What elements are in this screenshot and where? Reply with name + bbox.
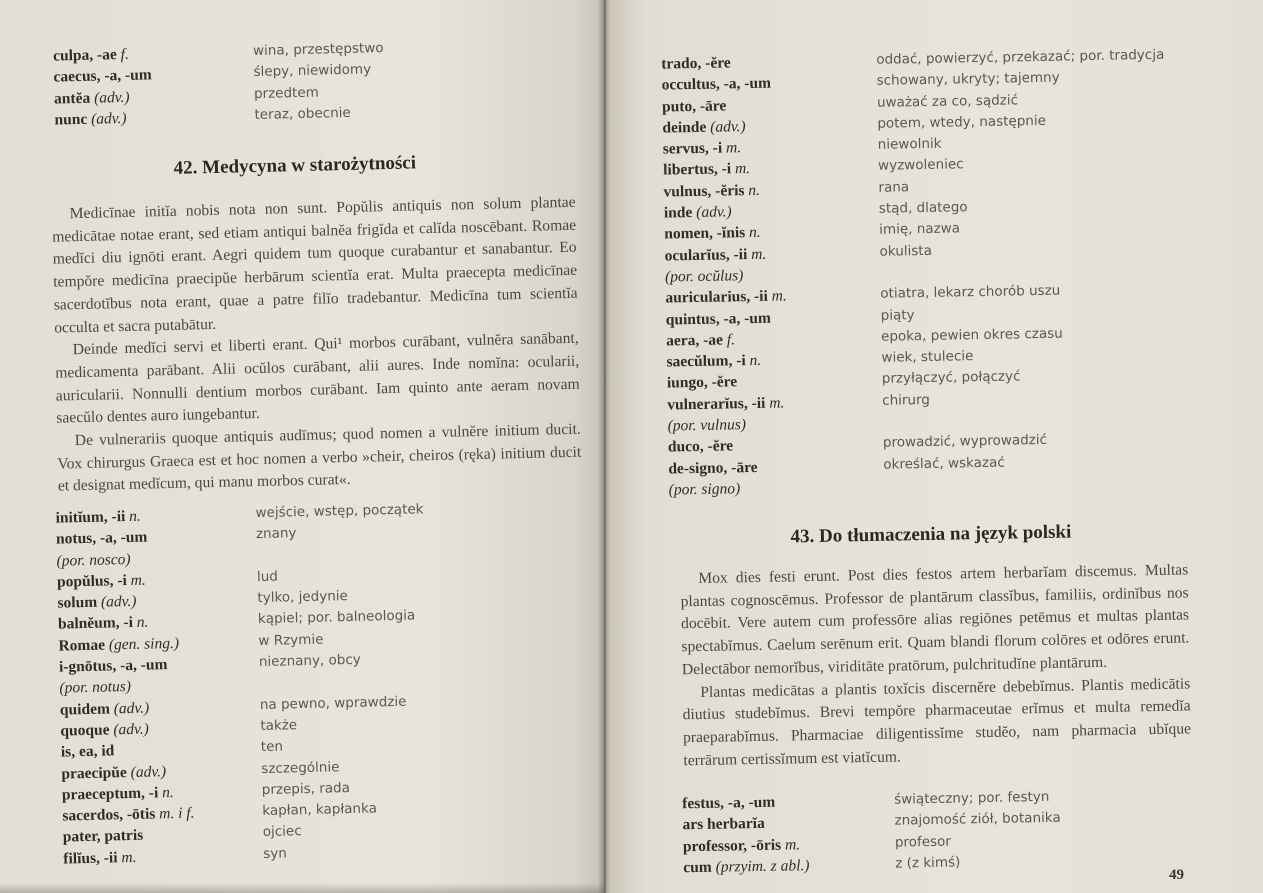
- vocab-term: [58, 612, 149, 635]
- vocab-term: [667, 372, 738, 395]
- vocab-translation: teraz, obecnie: [254, 104, 351, 123]
- vocab-term: [662, 95, 727, 117]
- vocab-term: [668, 436, 734, 458]
- vocab-latin: balnĕum, -i: [57, 614, 134, 634]
- page-number: 49: [1169, 867, 1184, 883]
- vocab-translation: świąteczny; por. festyn: [894, 788, 1050, 808]
- vocab-term: [63, 847, 137, 870]
- vocab-term: [669, 478, 741, 501]
- vocab-translation: imię, nazwa: [879, 220, 961, 239]
- vocab-latin: auricularius, -ii: [665, 288, 768, 307]
- vocab-term: [666, 329, 735, 351]
- vocab-grammar-note: f.: [722, 331, 736, 349]
- vocab-translation: tylko, jedynie: [257, 588, 349, 607]
- vocab-latin: quintus, -a, -um: [665, 309, 771, 329]
- vocab-translation: uważać za co, sądzić: [876, 91, 1019, 111]
- right-page: [606, 0, 1263, 893]
- vocab-grammar-note: (por. ocŭlus): [664, 267, 744, 286]
- vocab-latin: initĭum, -ii: [55, 508, 126, 527]
- vocab-grammar-note: n.: [132, 614, 149, 632]
- vocab-translation: także: [260, 717, 298, 735]
- vocab-term: [60, 719, 149, 742]
- vocab-latin: quidem: [59, 700, 111, 719]
- vocab-translation: z (z kimś): [895, 854, 961, 872]
- vocab-term: [683, 855, 810, 878]
- vocab-grammar-note: m.: [780, 835, 801, 854]
- vocab-term: [56, 527, 148, 550]
- vocab-grammar-note: f.: [116, 45, 130, 64]
- vocab-term: [664, 201, 732, 223]
- vocab-translation: szczególnie: [261, 758, 340, 777]
- vocab-translation: chirurg: [882, 391, 931, 409]
- vocab-latin: professor, -ōris: [682, 836, 782, 855]
- vocab-term: [664, 222, 761, 245]
- vocab-term: [668, 457, 758, 480]
- vocab-latin: saecŭlum, -i: [666, 352, 746, 371]
- vocab-grammar-note: (gen. sing.): [104, 634, 180, 654]
- left-top-vocabulary: [53, 34, 575, 131]
- vocab-latin: antĕa: [53, 89, 91, 108]
- vocab-latin: filĭus, -ii: [63, 849, 118, 868]
- vocab-translation: nieznany, obcy: [258, 651, 361, 671]
- vocab-latin: vulnus, -ĕris: [663, 181, 745, 201]
- left-vocabulary: [55, 496, 583, 870]
- vocab-latin: servus, -i: [662, 139, 723, 158]
- vocab-grammar-note: m. i f.: [155, 804, 195, 823]
- paragraph: De vulnerariis quoque antiquis audīmus; quod nomen a vulnĕre initium ducit. Vox chirurgus Graeca est et hoc nomen a verbo »cheir, cheiros (ręka) initium ducit et designat medĭcum, qui manu morbos curat«.: [57, 420, 582, 496]
- vocab-translation: przyłączyć, połączyć: [881, 368, 1021, 388]
- vocab-translation: znajomość ziół, botanika: [894, 810, 1061, 829]
- left-page: [0, 0, 604, 893]
- vocab-term: [59, 654, 168, 678]
- vocab-translation: ślepy, niewidomy: [253, 61, 372, 81]
- paragraph: Mox dies festi erunt. Post dies festos artem herbarĭam discemus. Multas plantas cognoscēmus. Professor de plantārum classĭbus, familiis, ordinĭbus nos docēbit. Vere autem cum professōre alias regiōnes petēmus et multas plantas spectabĭmus. Caelum serēnum erit. Quam blandi florum colōres et odōres erunt. Delectābor nemorĭbus, viriditāte pratōrum, pulchritudĭne plantārum.: [680, 561, 1190, 679]
- lesson-42-text: [51, 192, 582, 499]
- vocab-translation: na pewno, wprawdzie: [259, 693, 407, 713]
- vocab-translation: oddać, powierzyć, przekazać; por. tradycja: [876, 46, 1165, 68]
- vocab-translation: potem, wtedy, następnie: [877, 112, 1047, 132]
- vocab-translation: przedtem: [253, 84, 320, 102]
- vocab-grammar-note: (por. vulnus): [667, 416, 747, 435]
- vocab-grammar-note: (por. nosco): [56, 550, 131, 570]
- vocab-translation: znany: [255, 525, 297, 543]
- vocab-grammar-note: m.: [767, 287, 787, 306]
- vocab-latin: pater, patris: [62, 827, 144, 847]
- vocab-translation: stąd, dlatego: [878, 199, 968, 217]
- vocab-latin: caecus, -a, -um: [53, 66, 152, 86]
- vocab-translation: piąty: [880, 306, 915, 324]
- vocab-term: [665, 265, 744, 288]
- right-vocabulary: [661, 44, 1229, 501]
- vocab-term: [663, 159, 750, 182]
- vocab-term: [663, 137, 742, 160]
- vocab-grammar-note: m.: [765, 394, 785, 412]
- vocab-translation: niewolnik: [877, 135, 942, 153]
- paragraph: Medicīnae initĭa nobis nota non sunt. Popŭlis antiquis non solum plantae medicātae notae erant, sed etiam antiqui balnĕa frigĭda et calĭda noscēbant. Romae medĭci diu ignōti erant. Aegri quidem tum quoque curabantur et sanabantur. Eo tempŏre medicīna praecipŭe herbārum scientĭa erat. Multa praecepta medicīnae sacerdotĭbus nota erant, quae a patre filĭo tradebantur. Medicīna tum scientĭa occulta et sacra putabātur.: [52, 193, 578, 337]
- vocab-latin: de-signo, -āre: [668, 458, 758, 478]
- page-edge-shadow: [0, 883, 604, 893]
- vocab-term: [666, 307, 771, 330]
- vocab-latin: nomen, -ĭnis: [664, 224, 746, 243]
- vocab-grammar-note: (adv.): [90, 88, 130, 107]
- vocab-term: [63, 825, 144, 848]
- vocab-latin: is, ea, id: [60, 742, 115, 761]
- lesson-43-heading: 43. Do tłumaczenia na język polski: [790, 521, 1072, 548]
- vocab-latin: duco, -ĕre: [667, 437, 734, 456]
- vocab-latin: trado, -ĕre: [661, 54, 731, 73]
- vocab-grammar-note: n.: [125, 507, 142, 526]
- vocab-term: [55, 506, 141, 529]
- paragraph: Deinde medĭci servi et liberti erant. Qui¹ morbos curābant, vulnĕra sanābant, medicamenta parābant. Alii ocŭlos curābant, alii aures. Inde nomĭna: ocularii, auricularii. Nonnulli dentium morbos curābant. Iam quinto ante aeram novam saecŭlo dentes auro iungebantur.: [55, 329, 580, 427]
- vocab-latin: popŭlus, -i: [56, 571, 128, 591]
- vocab-term: [666, 350, 761, 373]
- vocab-term: [54, 86, 130, 109]
- vocab-term: [664, 243, 766, 266]
- vocab-latin: libertus, -i: [663, 160, 732, 180]
- vocab-grammar-note: (adv.): [126, 762, 167, 781]
- vocab-grammar-note: (przyim. z abl.): [711, 856, 810, 876]
- vocab-translation: kapłan, kapłanka: [262, 800, 378, 820]
- vocab-latin: festus, -a, -um: [682, 793, 776, 813]
- vocab-term: [54, 108, 127, 131]
- vocab-latin: cum: [683, 858, 712, 877]
- vocab-translation: okulista: [879, 242, 933, 260]
- vocab-term: [58, 633, 179, 657]
- vocab-translation: ojciec: [262, 823, 302, 841]
- right-vocabulary-2: [682, 784, 1203, 878]
- vocab-term: [661, 73, 771, 96]
- vocab-term: [682, 813, 765, 836]
- vocab-latin: occultus, -a, -um: [661, 74, 772, 94]
- lesson-43-text: [680, 559, 1191, 772]
- vocab-translation: schowany, ukryty; tajemny: [876, 69, 1060, 90]
- vocab-grammar-note: n.: [745, 352, 762, 370]
- vocab-translation: syn: [263, 845, 288, 862]
- vocab-grammar-note: n.: [158, 783, 174, 802]
- vocab-term: [59, 676, 131, 699]
- vocab-grammar-note: (adv.): [109, 699, 150, 718]
- vocab-latin: sacerdos, -ōtis: [62, 805, 156, 825]
- vocab-term: [667, 414, 746, 437]
- vocab-translation: profesor: [894, 833, 952, 851]
- vocab-latin: solum: [57, 593, 98, 612]
- vocab-latin: puto, -āre: [661, 97, 727, 116]
- vocab-term: [57, 591, 136, 614]
- vocab-latin: Romae: [58, 636, 106, 655]
- vocab-translation: wejście, wstęp, początek: [255, 501, 424, 522]
- vocab-grammar-note: (adv.): [96, 593, 137, 611]
- vocab-term: [61, 761, 166, 785]
- vocab-translation: określać, wskazać: [883, 454, 1005, 473]
- vocab-grammar-note: n.: [744, 181, 761, 199]
- vocab-latin: praeceptum, -i: [61, 784, 159, 804]
- book-gutter: [598, 0, 610, 893]
- vocab-grammar-note: (adv.): [109, 720, 150, 739]
- vocab-translation: wina, przestępstwo: [252, 40, 384, 60]
- vocab-grammar-note: m.: [117, 848, 137, 867]
- vocab-term: [57, 569, 146, 592]
- vocab-latin: ocularĭus, -ii: [664, 245, 748, 265]
- vocab-term: [62, 803, 195, 827]
- vocab-term: [60, 697, 150, 720]
- vocab-grammar-note: (por. signo): [668, 480, 741, 499]
- vocab-grammar-note: (adv.): [692, 203, 732, 222]
- vocab-latin: i-gnōtus, -a, -um: [58, 656, 168, 676]
- vocab-grammar-note: m.: [747, 245, 767, 263]
- vocab-translation: prowadzić, wyprowadzić: [882, 432, 1048, 452]
- vocab-latin: deinde: [662, 118, 707, 137]
- vocab-translation: wyzwoleniec: [877, 156, 964, 175]
- vocab-latin: quoque: [60, 721, 110, 740]
- vocab-term: [661, 52, 731, 75]
- vocab-latin: notus, -a, -um: [55, 528, 148, 548]
- vocab-latin: inde: [663, 204, 693, 222]
- vocab-translation: lud: [256, 568, 279, 585]
- vocab-translation: w Rzymie: [258, 631, 324, 649]
- vocab-latin: vulnerarĭus, -ii: [667, 394, 766, 414]
- vocab-term: [663, 180, 760, 203]
- vocab-translation: epoka, pewien okres czasu: [880, 325, 1063, 345]
- vocab-grammar-note: m.: [722, 139, 742, 157]
- vocab-term: [56, 549, 131, 572]
- vocab-latin: nunc: [54, 110, 88, 129]
- vocab-term: [683, 834, 800, 857]
- vocab-grammar-note: m.: [126, 571, 146, 589]
- vocab-term: [53, 65, 152, 89]
- vocab-latin: aera, -ae: [665, 331, 724, 350]
- vocab-latin: ars herbarĭa: [682, 815, 765, 834]
- vocab-term: [667, 392, 784, 415]
- vocab-term: [682, 792, 775, 815]
- vocab-translation: ten: [260, 738, 284, 756]
- vocab-translation: rana: [878, 179, 910, 196]
- vocab-translation: otiatra, lekarz chorób uszu: [880, 282, 1061, 303]
- vocab-term: [61, 741, 115, 764]
- lesson-42-heading: 42. Medycyna w starożytności: [173, 152, 417, 179]
- vocab-grammar-note: (adv.): [706, 117, 746, 136]
- vocab-translation: kąpiel; por. balneologia: [257, 607, 416, 628]
- vocab-term: [62, 782, 174, 806]
- vocab-grammar-note: m.: [731, 160, 751, 178]
- vocab-grammar-note: n.: [745, 224, 761, 242]
- vocab-translation: przepis, rada: [261, 779, 351, 798]
- vocab-grammar-note: (adv.): [87, 109, 127, 128]
- vocab-term: [53, 44, 129, 67]
- vocab-grammar-note: (por. notus): [59, 678, 132, 697]
- vocab-latin: iungo, -ĕre: [666, 373, 738, 392]
- vocab-term: [662, 116, 746, 139]
- vocab-term: [665, 286, 787, 309]
- paragraph: Plantas medicātas a plantis toxĭcis discernĕre debebĭmus. Plantis medicātis diutius studebĭmus. Brevi tempŏre pharmaceutae erĭmus et multa remedĭa praeparabĭmus. Pharmaciae diligentissĭme studĕo, nam pharmacia ubĭque terrārum certissĭmum est viatĭcum.: [682, 674, 1192, 769]
- vocab-latin: culpa, -ae: [52, 46, 117, 65]
- vocab-latin: praecipŭe: [61, 763, 127, 783]
- vocab-translation: wiek, stulecie: [881, 348, 974, 366]
